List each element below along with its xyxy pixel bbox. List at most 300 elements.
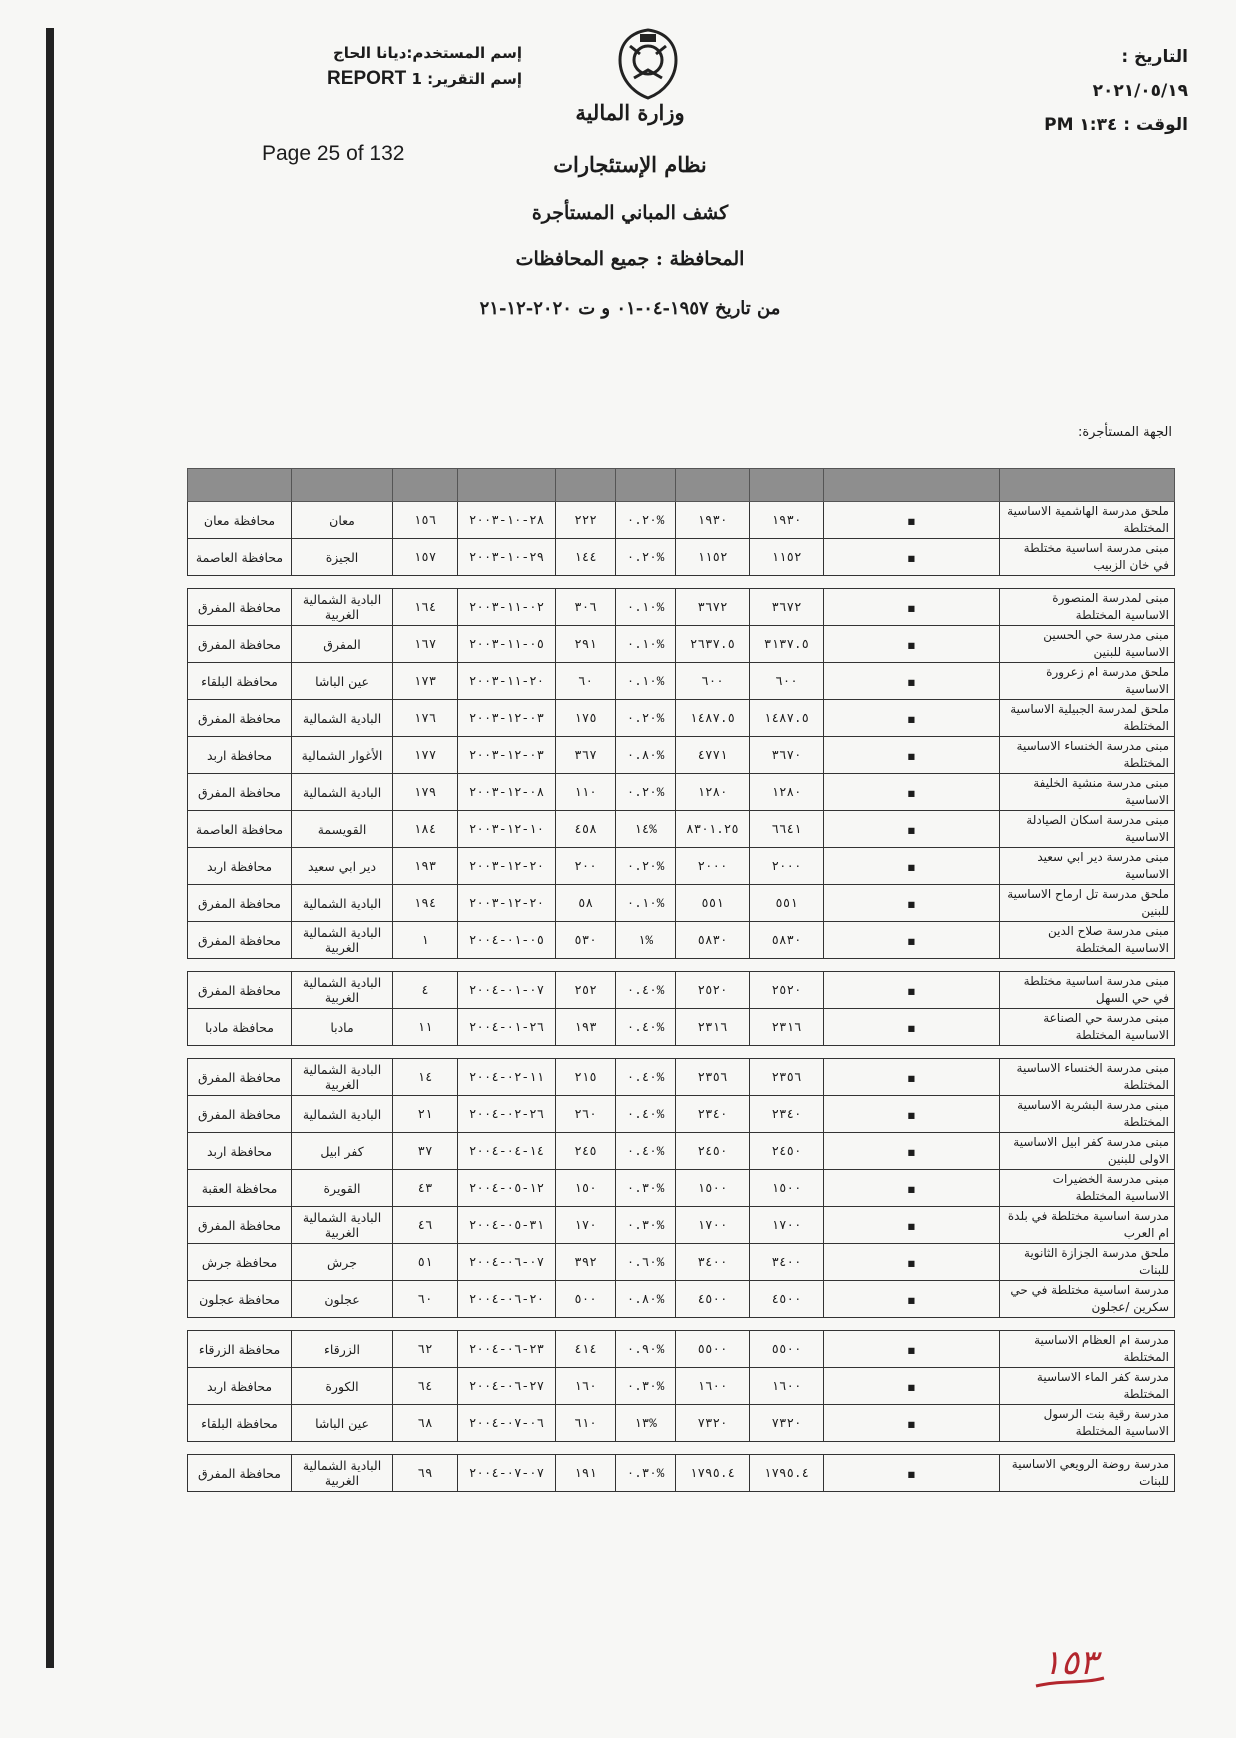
cell-c5: ١١٠ (556, 774, 616, 811)
bullet-cell (824, 737, 1000, 774)
bullet-cell (824, 1133, 1000, 1170)
cell-c2: ١٦٠٠ (750, 1368, 824, 1405)
cell-c7: ١٧٩ (393, 774, 458, 811)
bullet-cell (824, 774, 1000, 811)
cell-c2: ١٢٨٠ (750, 774, 824, 811)
cell-c8: البادية الشمالية الغربية (292, 1207, 393, 1244)
cell-c3: ٥٨٣٠ (676, 922, 750, 959)
table-row (188, 922, 1175, 959)
bullet-cell (824, 1009, 1000, 1046)
cell-c7: ١٦٤ (393, 589, 458, 626)
separator-cell (188, 576, 1175, 589)
cell-c6: ٢٦-٠١-٢٠٠٤ (458, 1009, 556, 1046)
cell-c7: ٤٦ (393, 1207, 458, 1244)
page-number: Page 25 of 132 (262, 142, 405, 165)
header-cell (556, 469, 616, 502)
cell-c5: ٥٣٠ (556, 922, 616, 959)
bullet-cell (824, 1170, 1000, 1207)
cell-c6: ٢٠-١٢-٢٠٠٣ (458, 848, 556, 885)
building-name-cell: مبنى لمدرسة المنصورة الاساسية المختلطة (1000, 589, 1175, 626)
bullet-icon: ▪ (907, 549, 916, 565)
cell-c9: محافظة المفرق (188, 972, 292, 1009)
bullet-icon: ▪ (907, 673, 916, 689)
cell-c2: ١٧٩٥.٤ (750, 1455, 824, 1492)
bullet-cell (824, 922, 1000, 959)
cell-c2: ٢٥٢٠ (750, 972, 824, 1009)
cell-c7: ٦٠ (393, 1281, 458, 1318)
bullet-icon: ▪ (907, 1143, 916, 1159)
header-cell (292, 469, 393, 502)
bullet-icon: ▪ (907, 710, 916, 726)
table-row (188, 589, 1175, 626)
cell-c8: الزرقاء (292, 1331, 393, 1368)
cell-c8: الأغوار الشمالية (292, 737, 393, 774)
cell-c2: ٥٥١ (750, 885, 824, 922)
cell-c4: %٠.٣٠ (616, 1368, 676, 1405)
cell-c9: محافظة العاصمة (188, 811, 292, 848)
cell-c5: ٢١٥ (556, 1059, 616, 1096)
cell-c3: ٨٣٠١.٢٥ (676, 811, 750, 848)
table-row (188, 774, 1175, 811)
cell-c6: ٢٣-٠٦-٢٠٠٤ (458, 1331, 556, 1368)
cell-c6: ٠٧-٠٦-٢٠٠٤ (458, 1244, 556, 1281)
cell-c7: ١٩٣ (393, 848, 458, 885)
cell-c6: ٠٢-١١-٢٠٠٣ (458, 589, 556, 626)
cell-c7: ٦٩ (393, 1455, 458, 1492)
building-name-cell: مدرسة رقية بنت الرسول الاساسية المختلطة (1000, 1405, 1175, 1442)
table-row (188, 1133, 1175, 1170)
cell-c6: ٢٨-١٠-٢٠٠٣ (458, 502, 556, 539)
cell-c2: ١٧٠٠ (750, 1207, 824, 1244)
cell-c9: محافظة مادبا (188, 1009, 292, 1046)
building-name-cell: مبنى مدرسة اسكان الصيادلة الاساسية (1000, 811, 1175, 848)
bullet-cell (824, 1405, 1000, 1442)
cell-c8: البادية الشمالية الغربية (292, 972, 393, 1009)
cell-c3: ٢٣١٦ (676, 1009, 750, 1046)
cell-c3: ٢٤٥٠ (676, 1133, 750, 1170)
cell-c9: محافظة المفرق (188, 589, 292, 626)
cell-c3: ١٢٨٠ (676, 774, 750, 811)
cell-c6: ٠٣-١٢-٢٠٠٣ (458, 700, 556, 737)
building-name-cell: مبنى مدرسة حي الحسين الاساسية للبنين (1000, 626, 1175, 663)
cell-c4: %٠.٢٠ (616, 774, 676, 811)
report-header-right (1020, 40, 1188, 142)
cell-c6: ٠٨-١٢-٢٠٠٣ (458, 774, 556, 811)
bullet-icon: ▪ (907, 1378, 916, 1394)
table-row (188, 502, 1175, 539)
tenant-party-label: الجهة المستأجرة: (1077, 425, 1172, 440)
time-label: الوقت : ١:٣٤ PM (1044, 115, 1188, 135)
report-label: إسم التقرير: 1 (411, 70, 522, 88)
cell-c2: ٢٠٠٠ (750, 848, 824, 885)
cell-c4: %٠.١٠ (616, 626, 676, 663)
cell-c2: ٣٦٧٢ (750, 589, 824, 626)
table-row (188, 1405, 1175, 1442)
cell-c5: ١٧٥ (556, 700, 616, 737)
bullet-cell (824, 885, 1000, 922)
cell-c2: ٧٣٢٠ (750, 1405, 824, 1442)
cell-c9: محافظة اربد (188, 737, 292, 774)
cell-c5: ٣٦٧ (556, 737, 616, 774)
cell-c4: %١ (616, 922, 676, 959)
date-range: من تاريخ ١٩٥٧-٠٤-٠١ و ت ٢٠٢٠-١٢-٢١ (479, 298, 781, 319)
separator-cell (188, 959, 1175, 972)
cell-c9: محافظة المفرق (188, 774, 292, 811)
building-name-cell: مبنى مدرسة البشرية الاساسية المختلطة (1000, 1096, 1175, 1133)
table-header-row (188, 469, 1175, 502)
cell-c3: ٢٣٤٠ (676, 1096, 750, 1133)
cell-c9: محافظة معان (188, 502, 292, 539)
cell-c6: ٠٣-١٢-٢٠٠٣ (458, 737, 556, 774)
table-row (188, 626, 1175, 663)
cell-c8: الكورة (292, 1368, 393, 1405)
cell-c3: ٤٧٧١ (676, 737, 750, 774)
cell-c5: ١٩٣ (556, 1009, 616, 1046)
cell-c5: ٤١٤ (556, 1331, 616, 1368)
cell-c4: %٠.٤٠ (616, 972, 676, 1009)
building-name-cell: مدرسة اساسية مختلطة في بلدة ام العرب (1000, 1207, 1175, 1244)
cell-c2: ٣٦٧٠ (750, 737, 824, 774)
table-row (188, 700, 1175, 737)
cell-c6: ٠٥-١١-٢٠٠٣ (458, 626, 556, 663)
cell-c9: محافظة جرش (188, 1244, 292, 1281)
cell-c4: %٠.٩٠ (616, 1331, 676, 1368)
bullet-icon: ▪ (907, 512, 916, 528)
cell-c4: %١٤ (616, 811, 676, 848)
cell-c2: ٣٤٠٠ (750, 1244, 824, 1281)
bullet-cell (824, 1331, 1000, 1368)
building-name-cell: مدرسة روضة الرويعي الاساسية للبنات (1000, 1455, 1175, 1492)
cell-c8: البادية الشمالية (292, 774, 393, 811)
cell-c3: ٢٣٥٦ (676, 1059, 750, 1096)
cell-c5: ١٧٠ (556, 1207, 616, 1244)
date-label: التاريخ : ٢٠٢١/٠٥/١٩ (1092, 47, 1188, 101)
bullet-cell (824, 663, 1000, 700)
cell-c5: ٦٠ (556, 663, 616, 700)
cell-c4: %٠.٣٠ (616, 1170, 676, 1207)
cell-c8: عجلون (292, 1281, 393, 1318)
cell-c9: محافظة اربد (188, 1368, 292, 1405)
header-cell (676, 469, 750, 502)
bullet-cell (824, 1368, 1000, 1405)
cell-c7: ١١ (393, 1009, 458, 1046)
cell-c8: مادبا (292, 1009, 393, 1046)
cell-c4: %٠.٤٠ (616, 1059, 676, 1096)
cell-c3: ٣٦٧٢ (676, 589, 750, 626)
cell-c2: ٢٣٤٠ (750, 1096, 824, 1133)
cell-c7: ٦٨ (393, 1405, 458, 1442)
cell-c5: ١٤٤ (556, 539, 616, 576)
cell-c8: عين الباشا (292, 663, 393, 700)
cell-c9: محافظة عجلون (188, 1281, 292, 1318)
building-name-cell: مبنى مدرسة الخنساء الاساسية المختلطة (1000, 1059, 1175, 1096)
header-cell (824, 469, 1000, 502)
cell-c7: ١٨٤ (393, 811, 458, 848)
cell-c2: ١١٥٢ (750, 539, 824, 576)
cell-c6: ١٠-١٢-٢٠٠٣ (458, 811, 556, 848)
table-row (188, 737, 1175, 774)
cell-c7: ٥١ (393, 1244, 458, 1281)
cell-c6: ٢٠-١٢-٢٠٠٣ (458, 885, 556, 922)
cell-c3: ٤٥٠٠ (676, 1281, 750, 1318)
separator-cell (188, 1318, 1175, 1331)
bullet-cell (824, 1059, 1000, 1096)
bullet-cell (824, 589, 1000, 626)
ministry-seal-icon (610, 26, 686, 102)
cell-c5: ١٩١ (556, 1455, 616, 1492)
cell-c3: ١٧٩٥.٤ (676, 1455, 750, 1492)
cell-c6: ٠٧-٠١-٢٠٠٤ (458, 972, 556, 1009)
building-name-cell: ملحق مدرسة ام زعرورة الاساسية (1000, 663, 1175, 700)
governorate-filter: المحافظة : جميع المحافظات (515, 248, 745, 270)
bullet-icon: ▪ (907, 982, 916, 998)
building-name-cell: مدرسة كفر الماء الاساسية المختلطة (1000, 1368, 1175, 1405)
table-row (188, 539, 1175, 576)
cell-c2: ١٩٣٠ (750, 502, 824, 539)
cell-c3: ٦٠٠ (676, 663, 750, 700)
table-row (188, 972, 1175, 1009)
bullet-cell (824, 848, 1000, 885)
cell-c4: %٠.٤٠ (616, 1133, 676, 1170)
cell-c6: ٠٧-٠٧-٢٠٠٤ (458, 1455, 556, 1492)
cell-c9: محافظة المفرق (188, 1207, 292, 1244)
table-row (188, 848, 1175, 885)
cell-c7: ٢١ (393, 1096, 458, 1133)
cell-c5: ٣٩٢ (556, 1244, 616, 1281)
cell-c8: القويسمة (292, 811, 393, 848)
cell-c4: %٠.٣٠ (616, 1207, 676, 1244)
cell-c9: محافظة الزرقاء (188, 1331, 292, 1368)
cell-c9: محافظة المفرق (188, 1096, 292, 1133)
header-cell (188, 469, 292, 502)
cell-c8: جرش (292, 1244, 393, 1281)
bullet-icon: ▪ (907, 1465, 916, 1481)
cell-c3: ٥٥١ (676, 885, 750, 922)
cell-c9: محافظة اربد (188, 848, 292, 885)
cell-c2: ٥٨٣٠ (750, 922, 824, 959)
cell-c7: ٤٣ (393, 1170, 458, 1207)
table-row (188, 1207, 1175, 1244)
cell-c3: ٥٥٠٠ (676, 1331, 750, 1368)
cell-c8: معان (292, 502, 393, 539)
bullet-icon: ▪ (907, 821, 916, 837)
cell-c3: ٢٥٢٠ (676, 972, 750, 1009)
header-cell (616, 469, 676, 502)
bullet-cell (824, 502, 1000, 539)
building-name-cell: مبنى مدرسة دير ابي سعيد الاساسية (1000, 848, 1175, 885)
cell-c3: ٧٣٢٠ (676, 1405, 750, 1442)
building-name-cell: مبنى مدرسة الخضيرات الاساسية المختلطة (1000, 1170, 1175, 1207)
ministry-name: وزارة المالية (575, 100, 685, 125)
cell-c9: محافظة المفرق (188, 700, 292, 737)
cell-c3: ١١٥٢ (676, 539, 750, 576)
group-separator (188, 959, 1175, 972)
cell-c2: ٢٤٥٠ (750, 1133, 824, 1170)
cell-c6: ١٢-٠٥-٢٠٠٤ (458, 1170, 556, 1207)
cell-c6: ٢٦-٠٢-٢٠٠٤ (458, 1096, 556, 1133)
cell-c3: ١٦٠٠ (676, 1368, 750, 1405)
cell-c9: محافظة العاصمة (188, 539, 292, 576)
cell-c7: ٦٢ (393, 1331, 458, 1368)
cell-c9: محافظة البلقاء (188, 1405, 292, 1442)
cell-c3: ١٥٠٠ (676, 1170, 750, 1207)
bullet-cell (824, 1096, 1000, 1133)
cell-c8: البادية الشمالية الغربية (292, 1455, 393, 1492)
group-separator (188, 1046, 1175, 1059)
cell-c4: %١٣ (616, 1405, 676, 1442)
cell-c9: محافظة المفرق (188, 922, 292, 959)
cell-c2: ٢٣١٦ (750, 1009, 824, 1046)
cell-c9: محافظة المفرق (188, 626, 292, 663)
cell-c9: محافظة البلقاء (188, 663, 292, 700)
separator-cell (188, 1046, 1175, 1059)
cell-c4: %٠.١٠ (616, 589, 676, 626)
cell-c8: عين الباشا (292, 1405, 393, 1442)
cell-c7: ١٥٦ (393, 502, 458, 539)
cell-c5: ٢٩١ (556, 626, 616, 663)
building-name-cell: ملحق مدرسة تل ارماح الاساسية للبنين (1000, 885, 1175, 922)
building-name-cell: مبنى مدرسة الخنساء الاساسية المختلطة (1000, 737, 1175, 774)
bullet-cell (824, 700, 1000, 737)
header-cell (1000, 469, 1175, 502)
cell-c2: ١٤٨٧.٥ (750, 700, 824, 737)
cell-c8: البادية الشمالية الغربية (292, 589, 393, 626)
bullet-icon: ▪ (907, 1254, 916, 1270)
cell-c5: ٦١٠ (556, 1405, 616, 1442)
cell-c5: ٥٠٠ (556, 1281, 616, 1318)
cell-c5: ٥٨ (556, 885, 616, 922)
cell-c7: ١٧٧ (393, 737, 458, 774)
table-row (188, 1455, 1175, 1492)
cell-c5: ١٥٠ (556, 1170, 616, 1207)
cell-c4: %٠.٢٠ (616, 700, 676, 737)
cell-c7: ١٧٣ (393, 663, 458, 700)
building-name-cell: ملحق لمدرسة الجبيلية الاساسية المختلطة (1000, 700, 1175, 737)
cell-c7: ١٩٤ (393, 885, 458, 922)
cell-c4: %٠.٨٠ (616, 1281, 676, 1318)
cell-c9: محافظة المفرق (188, 1059, 292, 1096)
bullet-icon: ▪ (907, 1069, 916, 1085)
cell-c4: %٠.٢٠ (616, 502, 676, 539)
cell-c3: ٣٤٠٠ (676, 1244, 750, 1281)
cell-c5: ٢٦٠ (556, 1096, 616, 1133)
bullet-icon: ▪ (907, 1106, 916, 1122)
bullet-icon: ▪ (907, 1415, 916, 1431)
group-separator (188, 1442, 1175, 1455)
bullet-cell (824, 1281, 1000, 1318)
cell-c5: ٢٤٥ (556, 1133, 616, 1170)
building-name-cell: مدرسة ام العظام الاساسية المختلطة (1000, 1331, 1175, 1368)
bullet-cell (824, 1207, 1000, 1244)
cell-c8: البادية الشمالية الغربية (292, 922, 393, 959)
bullet-icon: ▪ (907, 1019, 916, 1035)
bullet-icon: ▪ (907, 784, 916, 800)
cell-c9: محافظة العقبة (188, 1170, 292, 1207)
cell-c4: %٠.٤٠ (616, 1096, 676, 1133)
cell-c7: ٦٤ (393, 1368, 458, 1405)
table-row (188, 1096, 1175, 1133)
cell-c7: ١٦٧ (393, 626, 458, 663)
cell-c2: ٢٣٥٦ (750, 1059, 824, 1096)
cell-c4: %٠.٢٠ (616, 848, 676, 885)
cell-c8: الجيزة (292, 539, 393, 576)
bullet-cell (824, 1244, 1000, 1281)
cell-c5: ٣٠٦ (556, 589, 616, 626)
bullet-cell (824, 1455, 1000, 1492)
bullet-icon: ▪ (907, 895, 916, 911)
cell-c5: ٤٥٨ (556, 811, 616, 848)
cell-c6: ٢٠-١١-٢٠٠٣ (458, 663, 556, 700)
cell-c4: %٠.١٠ (616, 885, 676, 922)
bullet-icon: ▪ (907, 747, 916, 763)
cell-c8: البادية الشمالية (292, 885, 393, 922)
cell-c3: ١٤٨٧.٥ (676, 700, 750, 737)
cell-c9: محافظة المفرق (188, 885, 292, 922)
group-separator (188, 576, 1175, 589)
table-row (188, 1368, 1175, 1405)
cell-c8: دير ابي سعيد (292, 848, 393, 885)
cell-c7: ١٧٦ (393, 700, 458, 737)
table-row (188, 663, 1175, 700)
cell-c5: ١٦٠ (556, 1368, 616, 1405)
cell-c3: ٢٠٠٠ (676, 848, 750, 885)
cell-c6: ١١-٠٢-٢٠٠٤ (458, 1059, 556, 1096)
cell-c4: %٠.٤٠ (616, 1009, 676, 1046)
table-row (188, 1059, 1175, 1096)
building-name-cell: مبنى مدرسة صلاح الدين الاساسية المختلطة (1000, 922, 1175, 959)
building-name-cell: مبنى مدرسة منشية الخليفة الاساسية (1000, 774, 1175, 811)
table-row (188, 1170, 1175, 1207)
bullet-icon: ▪ (907, 1217, 916, 1233)
cell-c4: %٠.٢٠ (616, 539, 676, 576)
report-label-line (262, 66, 522, 92)
cell-c8: المفرق (292, 626, 393, 663)
cell-c6: ٢٧-٠٦-٢٠٠٤ (458, 1368, 556, 1405)
header-cell (458, 469, 556, 502)
cell-c4: %٠.٦٠ (616, 1244, 676, 1281)
cell-c8: كفر ابيل (292, 1133, 393, 1170)
cell-c5: ٢٠٠ (556, 848, 616, 885)
cell-c3: ٢٦٣٧.٥ (676, 626, 750, 663)
cell-c7: ١٤ (393, 1059, 458, 1096)
cell-c2: ٦٦٤١ (750, 811, 824, 848)
building-name-cell: ملحق مدرسة الهاشمية الاساسية المختلطة (1000, 502, 1175, 539)
table-row (188, 885, 1175, 922)
bullet-icon: ▪ (907, 1291, 916, 1307)
cell-c7: ٣٧ (393, 1133, 458, 1170)
handwritten-page-number (1030, 1640, 1110, 1700)
bullet-icon: ▪ (907, 1180, 916, 1196)
cell-c9: محافظة المفرق (188, 1455, 292, 1492)
table-row (188, 1331, 1175, 1368)
cell-c6: ٣١-٠٥-٢٠٠٤ (458, 1207, 556, 1244)
cell-c6: ٠٦-٠٧-٢٠٠٤ (458, 1405, 556, 1442)
group-separator (188, 1318, 1175, 1331)
cell-c2: ١٥٠٠ (750, 1170, 824, 1207)
cell-c6: ٢٠-٠٦-٢٠٠٤ (458, 1281, 556, 1318)
building-name-cell: مدرسة اساسية مختلطة في حي سكرين /عجلون (1000, 1281, 1175, 1318)
cell-c2: ٦٠٠ (750, 663, 824, 700)
bullet-cell (824, 539, 1000, 576)
cell-c2: ٥٥٠٠ (750, 1331, 824, 1368)
cell-c2: ٣١٣٧.٥ (750, 626, 824, 663)
cell-c2: ٤٥٠٠ (750, 1281, 824, 1318)
cell-c5: ٢٢٢ (556, 502, 616, 539)
header-cell (750, 469, 824, 502)
user-label: إسم المستخدم:ديانا الحاج (332, 44, 522, 62)
bullet-icon: ▪ (907, 858, 916, 874)
bullet-cell (824, 972, 1000, 1009)
